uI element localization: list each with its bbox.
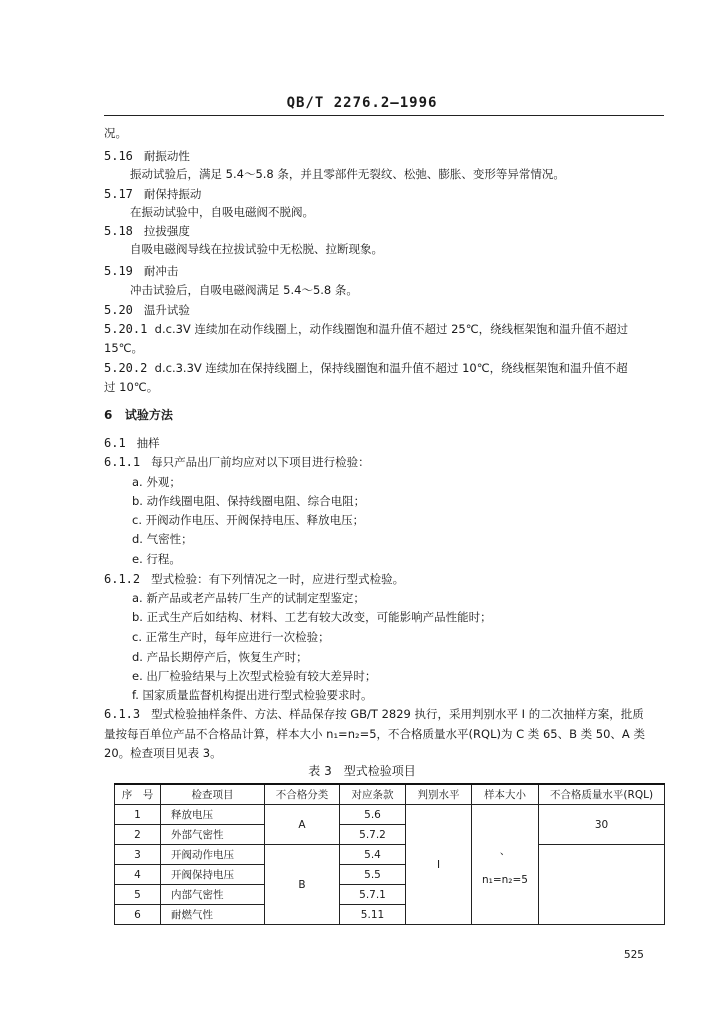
clause-title: 耐保持振动	[143, 187, 202, 201]
column-header: 不合格分类	[265, 784, 340, 805]
column-header: 对应条款	[340, 784, 406, 805]
sample-size-value: n₁=n₂=5	[481, 873, 528, 886]
clause-5-19-heading	[104, 264, 178, 278]
clause-6-1-3-cont: 20。检查项目见表 3。	[104, 746, 222, 760]
clause-5-18-text: 自吸电磁阀导线在拉拔试验中无松脱、拉断现象。	[130, 242, 383, 256]
clause-5-18-heading	[104, 224, 190, 238]
clause-text: 型式检验抽样条件、方法、样品保存按 GB/T 2829 执行，采用判别水平 Ⅰ 的二次抽样方案，批质	[151, 707, 644, 721]
clause-ref: 5.7.1	[340, 885, 406, 905]
clause-6-1-heading	[104, 436, 160, 450]
row-number: 1	[115, 805, 161, 825]
sample-size-cell	[472, 805, 539, 925]
test-item: 内部气密性	[161, 885, 265, 905]
clause-text: d.c.3.3V 连续加在保持线圈上，保持线圈饱和温升值不超过 10℃，绕线框架饱和温升值不超	[154, 361, 628, 375]
clause-5-20-heading	[104, 303, 190, 317]
clause-number: 5.20	[104, 303, 133, 317]
table-row	[115, 845, 665, 865]
test-item: 开阀动作电压	[161, 845, 265, 865]
clause-5-17-heading	[104, 187, 201, 201]
class-b-cell: B	[265, 845, 340, 925]
clause-number: 6.1.3	[104, 707, 141, 721]
clause-number: 6.1	[104, 436, 126, 450]
clause-number: 5.19	[104, 264, 133, 278]
clause-6-1-3-cont: 量按每百单位产品不合格品计算，样本大小 n₁=n₂=5，不合格质量水平(RQL)为 C 类 65、B 类 50、A 类	[104, 727, 645, 741]
list-item: c. 正常生产时，每年应进行一次检验；	[132, 630, 330, 644]
clause-title: 耐冲击	[143, 264, 179, 278]
list-item: b. 动作线圈电阻、保持线圈电阻、综合电阻；	[132, 494, 366, 508]
column-header: 序 号	[115, 784, 161, 805]
rql-b-cell	[539, 845, 665, 925]
page-number: 525	[624, 948, 644, 961]
clause-5-17-text: 在振动试验中，自吸电磁阀不脱阀。	[130, 205, 314, 219]
clause-number: 5.20.2	[104, 361, 148, 375]
class-a-cell: A	[265, 805, 340, 845]
rql-a-cell: 30	[539, 805, 665, 845]
table-header-row	[115, 784, 665, 805]
clause-ref: 5.6	[340, 805, 406, 825]
list-item: b. 正式生产后如结构、材料、工艺有较大改变，可能影响产品性能时；	[132, 610, 492, 624]
clause-number: 6.1.1	[104, 455, 141, 469]
clause-number: 5.18	[104, 224, 133, 238]
list-item: e. 出厂检验结果与上次型式检验有较大差异时；	[132, 669, 377, 683]
stray-mark: 、	[499, 844, 511, 857]
clause-title: 抽样	[136, 436, 160, 450]
clause-6-1-3	[104, 707, 644, 721]
document-header: QB/T 2276.2—1996	[286, 95, 438, 111]
row-number: 5	[115, 885, 161, 905]
clause-number: 5.16	[104, 149, 133, 163]
list-item: e. 行程。	[132, 552, 181, 566]
section-title: 试验方法	[124, 408, 173, 422]
clause-title: 温升试验	[143, 303, 190, 317]
column-header: 不合格质量水平(RQL)	[539, 784, 665, 805]
section-number: 6	[104, 408, 113, 422]
list-item: d. 产品长期停产后，恢复生产时；	[132, 650, 308, 664]
clause-text: 每只产品出厂前均应对以下项目进行检验：	[151, 455, 370, 469]
test-item: 外部气密性	[161, 825, 265, 845]
clause-5-20-1-cont: 15℃。	[104, 341, 144, 355]
clause-5-20-1	[104, 322, 628, 336]
clause-5-20-2-cont: 过 10℃。	[104, 380, 159, 394]
clause-5-20-2	[104, 361, 628, 375]
column-header: 样本大小	[472, 784, 539, 805]
row-number: 6	[115, 905, 161, 925]
column-header: 判别水平	[406, 784, 472, 805]
clause-ref: 5.4	[340, 845, 406, 865]
header-rule	[104, 115, 664, 116]
clause-text: d.c.3V 连续加在动作线圈上，动作线圈饱和温升值不超过 25℃，绕线框架饱和温升值不超过	[154, 322, 629, 336]
clause-title: 拉拔强度	[143, 224, 190, 238]
clause-5-16-text: 振动试验后，满足 5.4～5.8 条，并且零部件无裂纹、松弛、膨胀、变形等异常情况。	[130, 167, 565, 181]
clause-number: 5.20.1	[104, 322, 148, 336]
inspection-level-cell: Ⅰ	[406, 805, 472, 925]
row-number: 4	[115, 865, 161, 885]
test-item: 耐燃气性	[161, 905, 265, 925]
clause-ref: 5.7.2	[340, 825, 406, 845]
clause-ref: 5.11	[340, 905, 406, 925]
clause-ref: 5.5	[340, 865, 406, 885]
continuation-text: 况。	[104, 126, 127, 140]
row-number: 3	[115, 845, 161, 865]
list-item: a. 新产品或老产品转厂生产的试制定型鉴定；	[132, 591, 365, 605]
clause-title: 耐振动性	[143, 149, 190, 163]
table-caption: 表 3 型式检验项目	[308, 764, 416, 778]
clause-number: 6.1.2	[104, 572, 141, 586]
clause-number: 5.17	[104, 187, 133, 201]
clause-6-1-1	[104, 455, 370, 469]
list-item: a. 外观；	[132, 475, 181, 489]
column-header: 检查项目	[161, 784, 265, 805]
section-6-heading	[104, 408, 173, 422]
row-number: 2	[115, 825, 161, 845]
clause-5-19-text: 冲击试验后，自吸电磁阀满足 5.4～5.8 条。	[130, 283, 358, 297]
clause-6-1-2	[104, 572, 404, 586]
list-item: d. 气密性；	[132, 532, 193, 546]
list-item: c. 开阀动作电压、开阀保持电压、释放电压；	[132, 513, 365, 527]
test-item: 释放电压	[161, 805, 265, 825]
table-row	[115, 805, 665, 825]
list-item: f. 国家质量监督机构提出进行型式检验要求时。	[132, 688, 373, 702]
clause-text: 型式检验：有下列情况之一时，应进行型式检验。	[151, 572, 405, 586]
type-test-table	[114, 783, 665, 925]
test-item: 开阀保持电压	[161, 865, 265, 885]
clause-5-16-heading	[104, 149, 190, 163]
